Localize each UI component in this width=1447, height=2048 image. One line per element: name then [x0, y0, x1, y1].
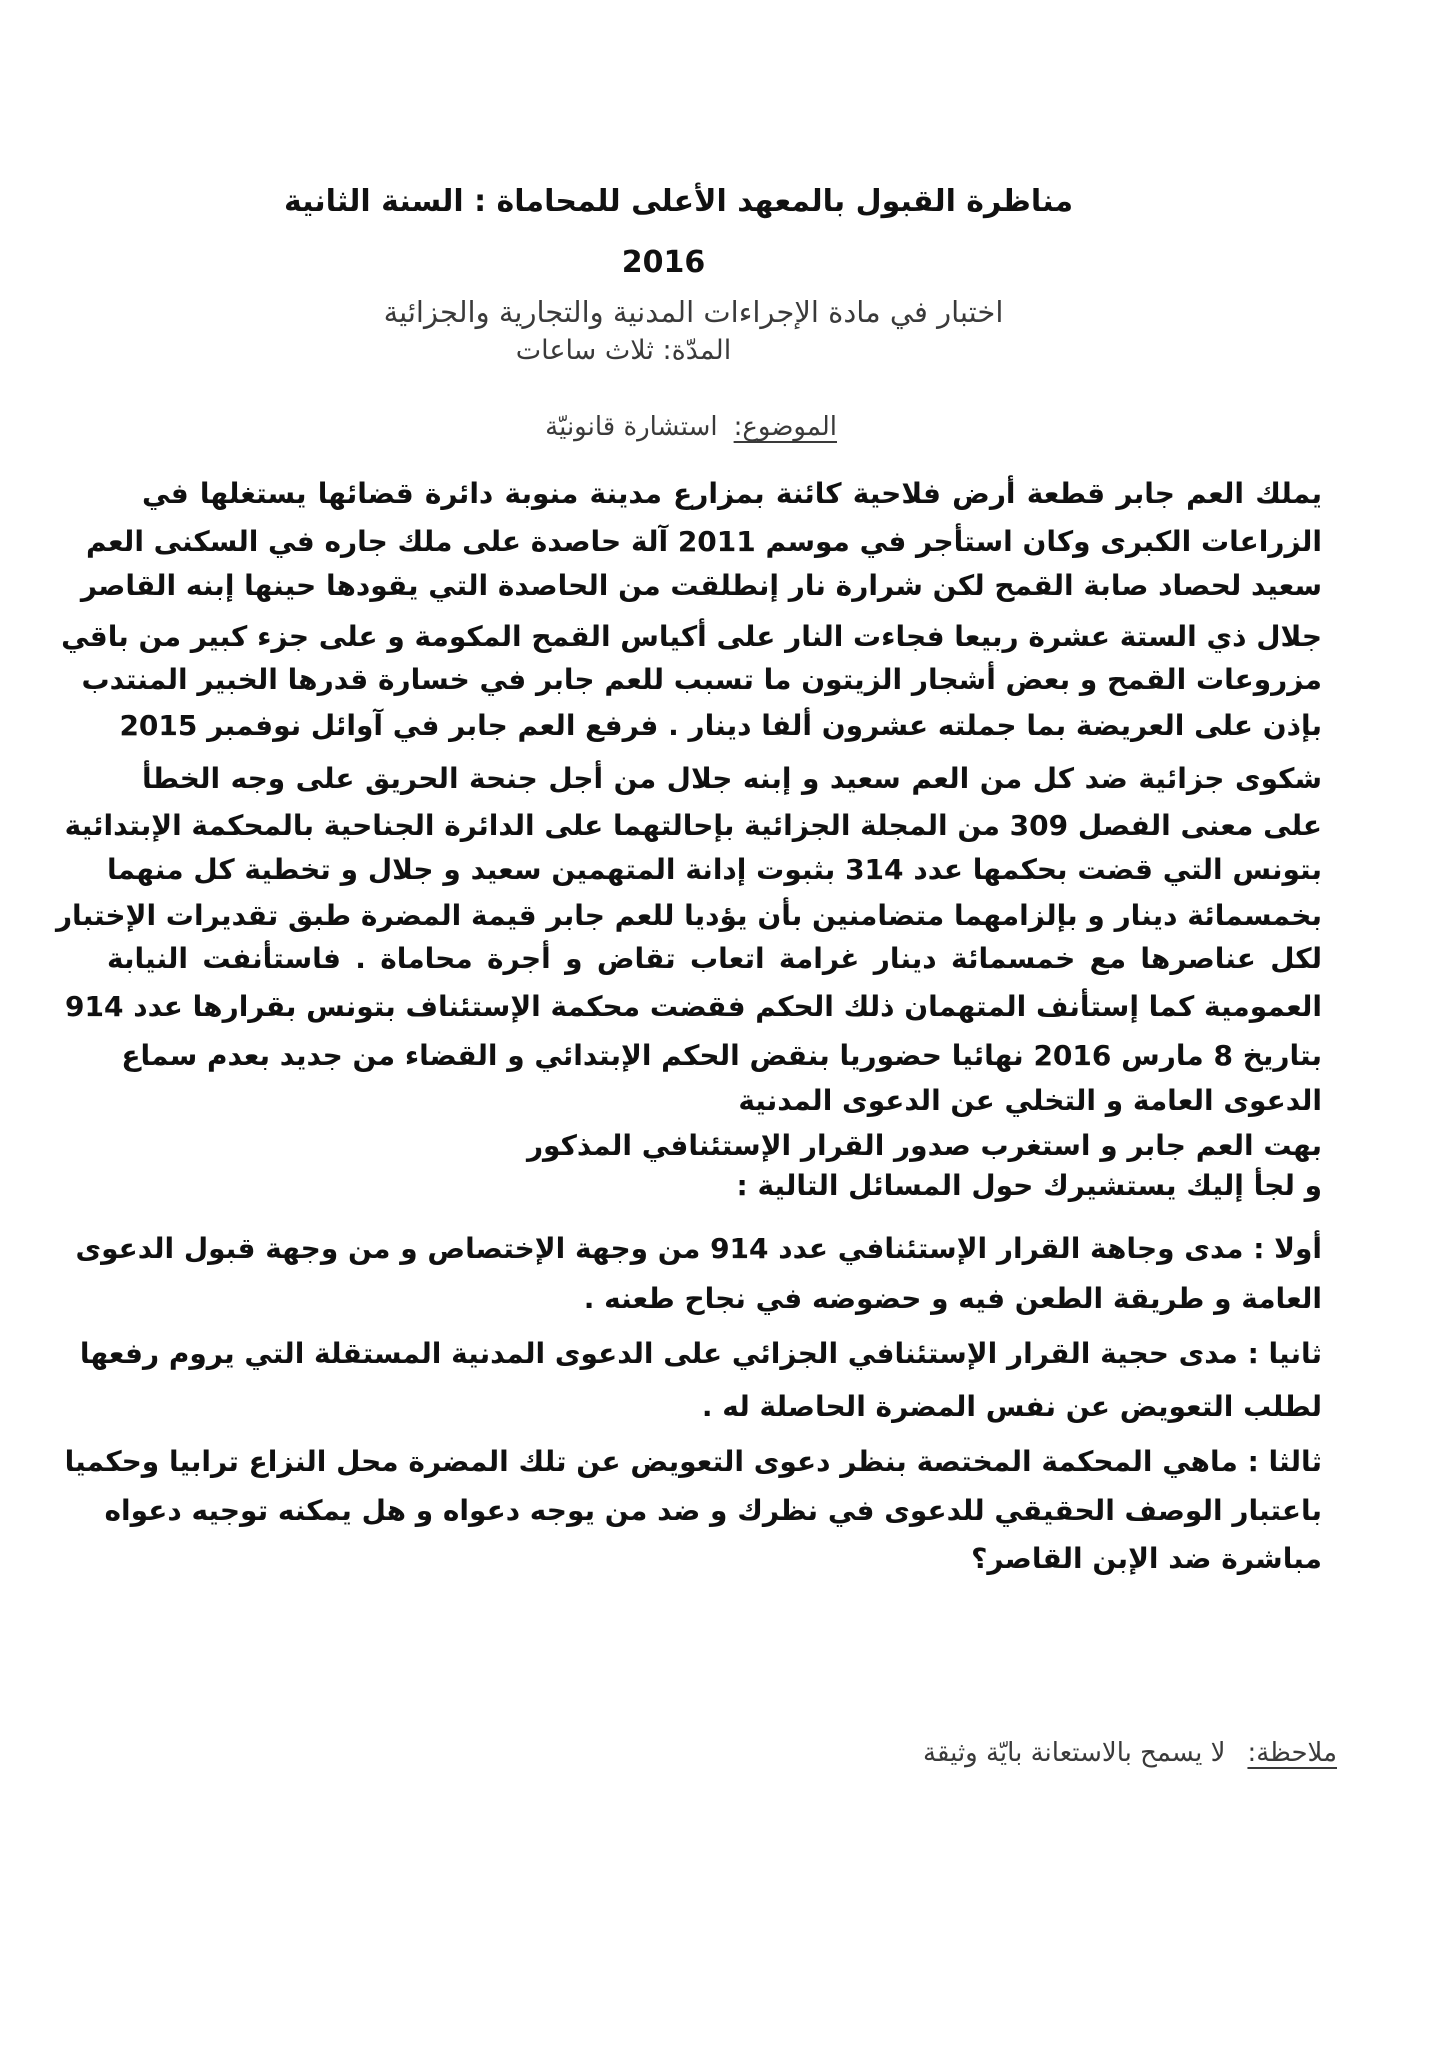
exam-subject-line: اختبار في مادة الإجراءات المدنية والتجارية والجزائية — [383, 295, 1004, 329]
body-line: بخمسمائة دينار و بإلزامهما متضامنين بأن يؤديا للعم جابر قيمة المضرة طبق تقديرات الإختبار — [55, 899, 1322, 932]
body-line: الدعوى العامة و التخلي عن الدعوى المدنية — [738, 1084, 1322, 1117]
body-line: بتاريخ 8 مارس 2016 نهائيا حضوريا بنقض الحكم الإبتدائي و القضاء من جديد بعدم سماع — [121, 1039, 1322, 1072]
question-line: لطلب التعويض عن نفس المضرة الحاصلة له . — [701, 1390, 1322, 1423]
page-title: مناظرة القبول بالمعهد الأعلى للمحاماة : السنة الثانية — [283, 184, 1074, 219]
subject-value: استشارة قانونيّة — [545, 412, 718, 442]
note-value: لا يسمح بالاستعانة بايّة وثيقة — [923, 1738, 1226, 1768]
body-line: بإذن على العريضة بما جملته عشرون ألفا دينار . فرفع العم جابر في آوائل نوفمبر 2015 — [119, 709, 1322, 742]
body-line: العمومية كما إستأنف المتهمان ذلك الحكم فقضت محكمة الإستئناف بتونس بقرارها عدد 914 — [65, 990, 1322, 1023]
body-line: يملك العم جابر قطعة أرض فلاحية كائنة بمزارع مدينة منوبة دائرة قضائها يستغلها في — [142, 477, 1322, 510]
exam-duration: المدّة: ثلاث ساعات — [515, 335, 732, 366]
body-line: بتونس التي قضت بحكمها عدد 314 بثبوت إدانة المتهمين سعيد و جلال و تخطية كل منهما — [107, 853, 1322, 886]
body-line: بهت العم جابر و استغرب صدور القرار الإستئنافي المذكور — [526, 1129, 1322, 1162]
body-line: مزروعات القمح و بعض أشجار الزيتون ما تسبب للعم جابر في خسارة قدرها الخبير المنتدب — [81, 663, 1322, 696]
body-line: جلال ذي الستة عشرة ربيعا فجاءت النار على أكياس القمح المكومة و على جزء كبير من باقي — [61, 620, 1322, 653]
exam-year: 2016 — [621, 245, 706, 280]
question-line: ثالثا : ماهي المحكمة المختصة بنظر دعوى التعويض عن تلك المضرة محل النزاع ترابيا وحكميا — [64, 1445, 1322, 1478]
question-line: باعتبار الوصف الحقيقي للدعوى في نظرك و ضد من يوجه دعواه و هل يمكنه توجيه دعواه — [104, 1494, 1322, 1527]
question-line: العامة و طريقة الطعن فيه و حضوضه في نجاح طعنه . — [583, 1282, 1322, 1315]
body-line: سعيد لحصاد صابة القمح لكن شرارة نار إنطلقت من الحاصدة التي يقودها حينها إبنه القاصر — [80, 569, 1322, 602]
question-line: أولا : مدى وجاهة القرار الإستئنافي عدد 914 من وجهة الإختصاص و من وجهة قبول الدعوى — [75, 1232, 1322, 1265]
subject-label: الموضوع: — [733, 412, 837, 442]
note-label: ملاحظة: — [1247, 1738, 1337, 1768]
question-line: مباشرة ضد الإبن القاصر؟ — [971, 1542, 1322, 1575]
question-line: ثانيا : مدى حجية القرار الإستئنافي الجزائي على الدعوى المدنية المستقلة التي يروم رفعها — [79, 1337, 1322, 1370]
body-line: شكوى جزائية ضد كل من العم سعيد و إبنه جلال من أجل جنحة الحريق على وجه الخطأ — [142, 762, 1322, 795]
note-line — [923, 1738, 1337, 1768]
body-line: و لجأ إليك يستشيرك حول المسائل التالية : — [736, 1169, 1322, 1202]
body-line: لكل عناصرها مع خمسمائة دينار غرامة اتعاب تقاض و أجرة محاماة . فاستأنفت النيابة — [107, 942, 1322, 975]
body-line: الزراعات الكبرى وكان استأجر في موسم 2011 آلة حاصدة على ملك جاره في السكنى العم — [86, 525, 1322, 558]
subject-line — [545, 412, 837, 442]
body-line: على معنى الفصل 309 من المجلة الجزائية بإحالتهما على الدائرة الجناحية بالمحكمة الإبتدائية — [64, 809, 1322, 842]
